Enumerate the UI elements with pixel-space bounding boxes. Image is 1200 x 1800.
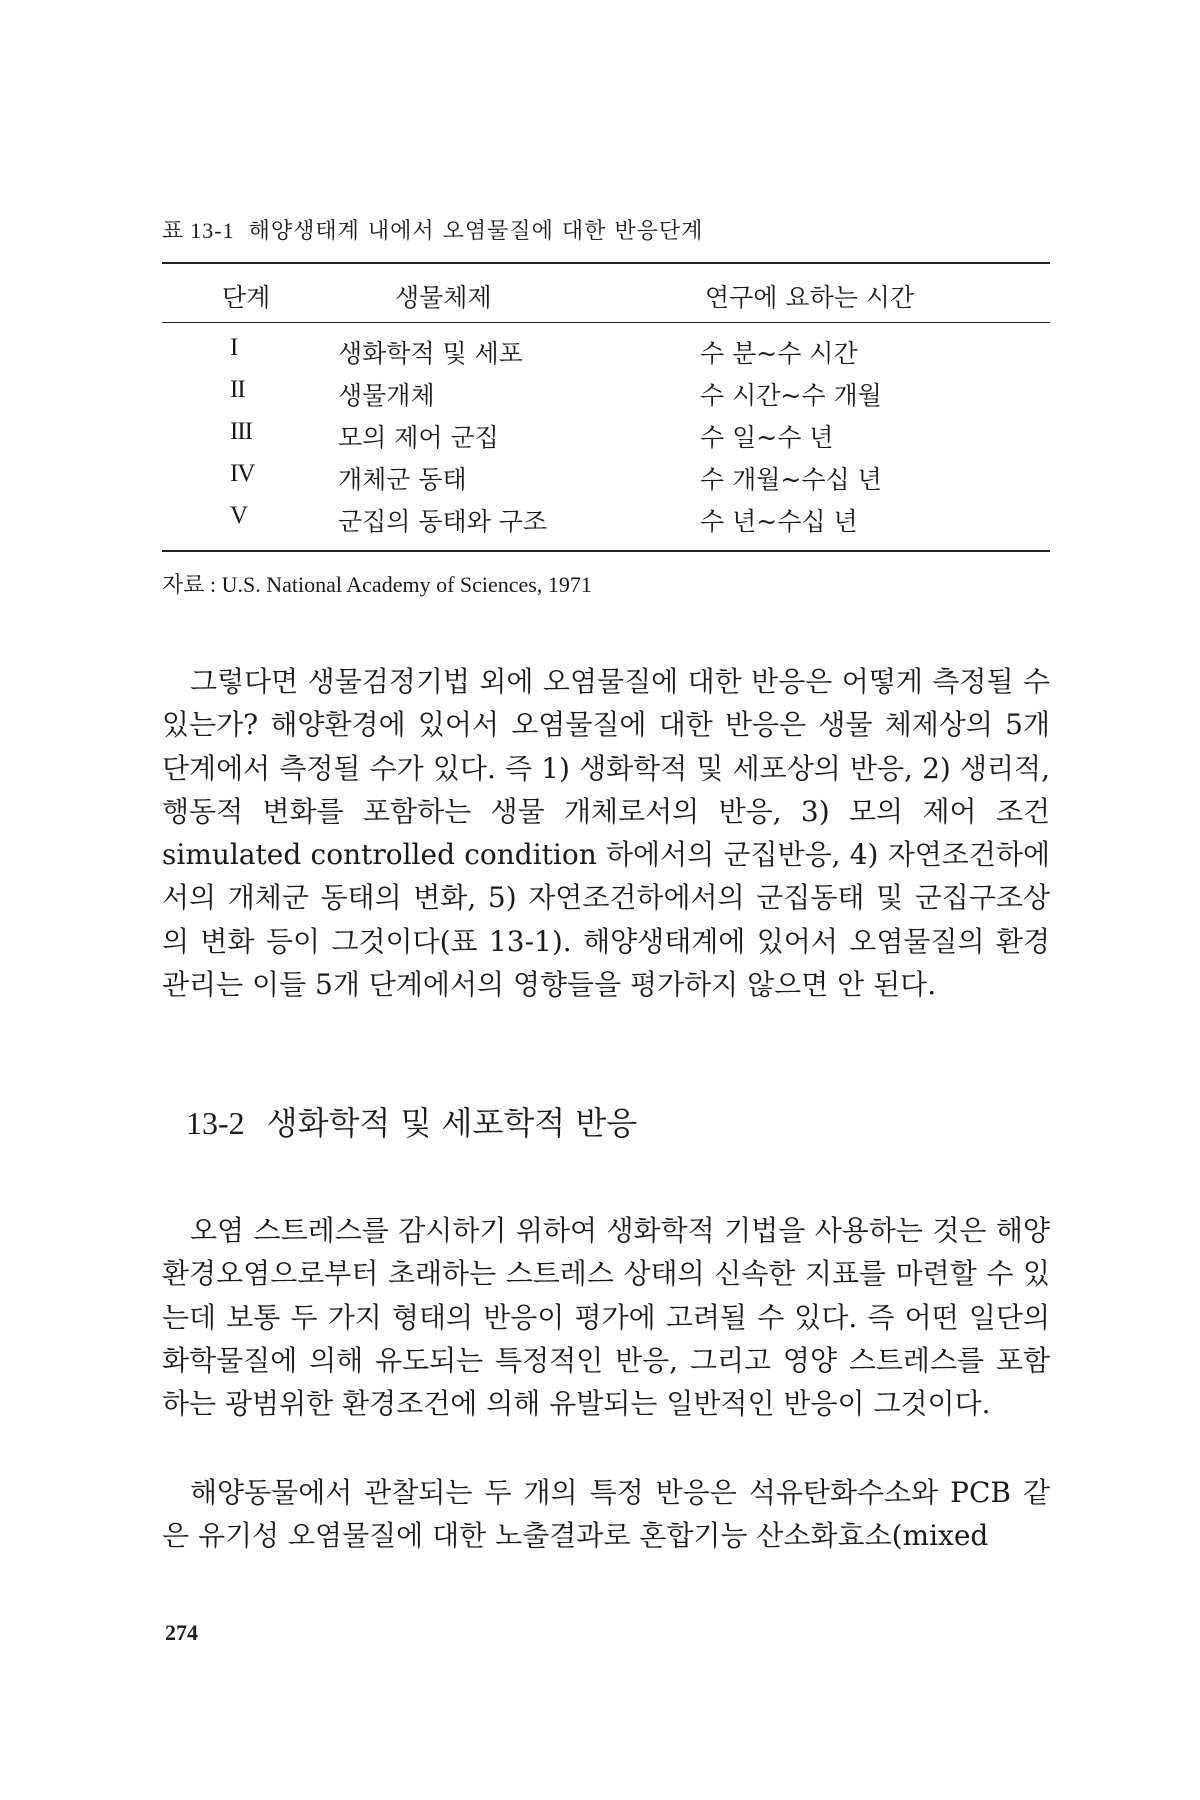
body-paragraph-1: 그렇다면 생물검정기법 외에 오염물질에 대한 반응은 어떻게 측정될 수 있는가? 해양환경에 있어서 오염물질에 대한 반응은 생물 체제상의 5개 단계에서 측정될 수가 있다. 즉 1) 생화학적 및 세포상의 반응, 2) 생리적, 행동적 변화를 포함하는 생물 개체로서의 반응, 3) 모의 제어 조건 simulated controlled condition 하에서의 군집반응, 4) 자연조건하에서의 개체군 동태의 변화, 5) 자연조건하에서의 군집동태 및 군집구조상의 변화 등이 그것이다(표 13-1). 해양생태계에 있어서 오염물질의 환경관리는 이들 5개 단계에서의 영향들을 평가하지 않으면 안 된다.: [162, 665, 1050, 1002]
table-top-rule: [162, 262, 1050, 264]
table-header-system: 생물체제: [395, 283, 492, 312]
system-cell: 생물개체: [338, 381, 435, 410]
table-row: [0, 418, 1200, 460]
stage-cell: V: [230, 502, 248, 529]
table-row: [0, 376, 1200, 418]
table-header-time: 연구에 요하는 시간: [705, 283, 915, 312]
stage-cell: III: [230, 418, 252, 445]
time-cell: 수 일~수 년: [700, 423, 834, 452]
table-row: [0, 334, 1200, 376]
system-cell: 군집의 동태와 구조: [338, 507, 548, 536]
system-cell: 모의 제어 군집: [338, 423, 499, 452]
body-paragraph-3: 해양동물에서 관찰되는 두 개의 특정 반응은 석유탄화수소와 PCB 같은 유기성 오염물질에 대한 노출결과로 혼합기능 산소화효소(mixed: [162, 1476, 1050, 1553]
table-caption: [162, 214, 703, 245]
table-source: 자료 : U.S. National Academy of Sciences, 1971: [162, 572, 592, 597]
stage-cell: II: [230, 376, 245, 403]
table-row: [0, 502, 1200, 544]
time-cell: 수 년~수십 년: [700, 507, 858, 536]
time-cell: 수 분~수 시간: [700, 339, 858, 368]
table-caption-title: 해양생태계 내에서 오염물질에 대한 반응단계: [248, 219, 704, 244]
section-number: 13-2: [186, 1105, 245, 1141]
table-row: [0, 460, 1200, 502]
time-cell: 수 개월~수십 년: [700, 465, 882, 494]
table-caption-number: 13-1: [190, 218, 235, 243]
table-bottom-rule: [162, 550, 1050, 552]
table-header-stage: 단계: [222, 283, 271, 312]
section-heading: [186, 1098, 637, 1144]
body-paragraph-2: 오염 스트레스를 감시하기 위하여 생화학적 기법을 사용하는 것은 해양 환경오염으로부터 초래하는 스트레스 상태의 신속한 지표를 마련할 수 있는데 보통 두 가지 형태의 반응이 평가에 고려될 수 있다. 즉 어떤 일단의 화학물질에 의해 유도되는 특정적인 반응, 그리고 영양 스트레스를 포함하는 광범위한 환경조건에 의해 유발되는 일반적인 반응이 그것이다.: [162, 1214, 1050, 1421]
page-number: 274: [165, 1620, 198, 1645]
stage-cell: IV: [230, 460, 255, 487]
time-cell: 수 시간~수 개월: [700, 381, 882, 410]
system-cell: 생화학적 및 세포: [338, 339, 523, 368]
section-title: 생화학적 및 세포학적 반응: [266, 1104, 638, 1142]
stage-cell: I: [230, 334, 238, 361]
table-header-rule: [162, 322, 1050, 323]
table-caption-label: 표: [162, 219, 185, 244]
system-cell: 개체군 동태: [338, 465, 467, 494]
